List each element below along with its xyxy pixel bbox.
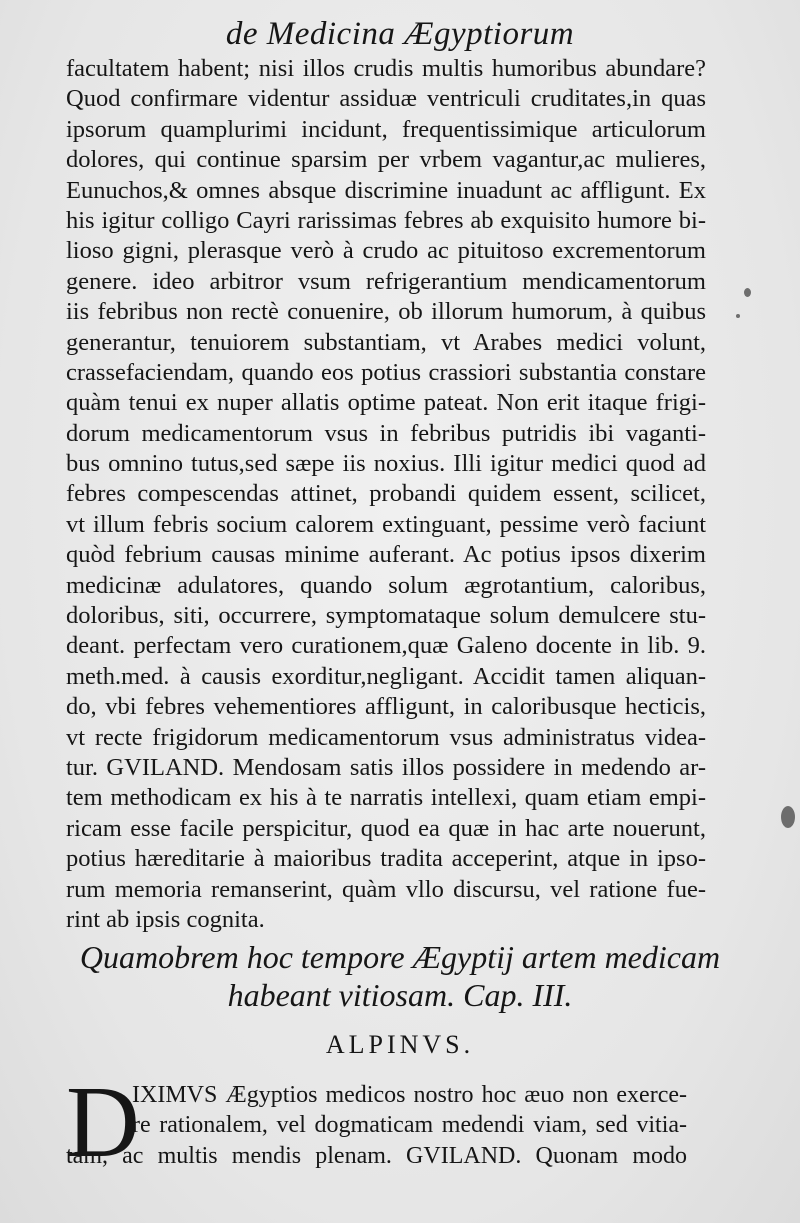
text-line: quòd febrium causas minime auferant. Ac potius ipsos dixerim [66, 541, 706, 569]
text-line: tem methodicam ex his à te narratis intellexi, quam etiam empi- [66, 784, 706, 812]
text-line: potius hæreditarie à maioribus tradita acceperint, atque in ipso- [66, 845, 706, 873]
text-line: medicinæ adulatores, quando solum ægrotantium, caloribus, [66, 571, 706, 599]
paragraph-continuation [66, 1141, 687, 1171]
speaker-heading: ALPINVS. [325, 1030, 475, 1059]
ink-blot [736, 314, 740, 318]
drop-cap: D [66, 1066, 140, 1179]
ink-blot [744, 288, 751, 297]
text-line: ricam esse facile perspicitur, quod ea quæ in hac arte nouerunt, [66, 814, 706, 842]
text-line: quàm tenui ex nuper allatis optime pateat. Non erit itaque frigi- [66, 389, 706, 417]
text-line: bus omnino tutus,sed sæpe iis noxius. Illi igitur medici quod ad [66, 450, 706, 478]
text-line: rint ab ipsis cognita. [66, 905, 265, 933]
text-line: doloribus, siti, occurrere, symptomataque solum demulcere stu- [66, 602, 706, 630]
text-line: vt recte frigidorum medicamentorum vsus administratus videa- [66, 723, 706, 751]
chapter-title-line-2: habeant vitiosam. Cap. III. [227, 977, 573, 1013]
text-line: generantur, tenuiorem substantiam, vt Arabes medici volunt, [66, 328, 706, 356]
text-line: tam, ac multis mendis plenam. GVILAND. Quonam modo [66, 1143, 687, 1169]
text-line: crassefaciendam, quando eos potius crassiori substantia constare [66, 358, 706, 386]
text-line: tur. GVILAND. Mendosam satis illos possidere in medendo ar- [66, 753, 706, 781]
paragraph-opening [132, 1080, 687, 1141]
text-line: Quod confirmare videntur assiduæ ventriculi cruditates,in quas [66, 85, 706, 113]
text-line: ipsorum quamplurimi incidunt, frequentissimique articulorum [66, 115, 706, 143]
text-line: his igitur colligo Cayri rarissimas febres ab exquisito humore bi- [66, 206, 706, 234]
text-line: IXIMVS Ægyptios medicos nostro hoc æuo non exerce- [132, 1082, 687, 1108]
text-line: rum memoria remanserint, quàm vllo discursu, vel ratione fue- [66, 875, 706, 903]
running-head: de Medicina Ægyptiorum [225, 16, 575, 52]
text-line: deant. perfectam vero curationem,quæ Galeno docente in lib. 9. [66, 632, 706, 660]
text-line: iis febribus non rectè conuenire, ob illorum humorum, à quibus [66, 298, 706, 326]
text-line: febres compescendas attinet, probandi quidem essent, scilicet, [66, 480, 706, 508]
text-line: dolores, qui continue sparsim per vrbem vagantur,ac mulieres, [66, 146, 706, 174]
text-line: facultatem habent; nisi illos crudis multis humoribus abundare? [66, 55, 706, 82]
text-line: Eunuchos,& omnes absque discrimine inuadunt ac affligunt. Ex [66, 176, 706, 204]
text-line: re rationalem, vel dogmaticam medendi viam, sed vitia- [132, 1112, 687, 1139]
text-line: lioso gigni, plerasque verò à crudo ac pituitoso excrementorum [66, 237, 706, 265]
text-line: genere. ideo arbitror vsum refrigerantium mendicamentorum [66, 267, 706, 295]
text-line: meth.med. à causis exorditur,negligant. Accidit tamen aliquan- [66, 662, 706, 690]
text-line: dorum medicamentorum vsus in febribus putridis ibi vaganti- [66, 419, 706, 447]
chapter-title-line-1: Quamobrem hoc tempore Ægyptij artem medicam [79, 939, 721, 975]
text-line: vt illum febris socium calorem extinguant, pessime verò faciunt [66, 510, 706, 538]
text-line: do, vbi febres vehementiores affligunt, in caloribusque hecticis, [66, 693, 706, 721]
ink-blot [781, 806, 795, 828]
body-text [66, 54, 706, 935]
